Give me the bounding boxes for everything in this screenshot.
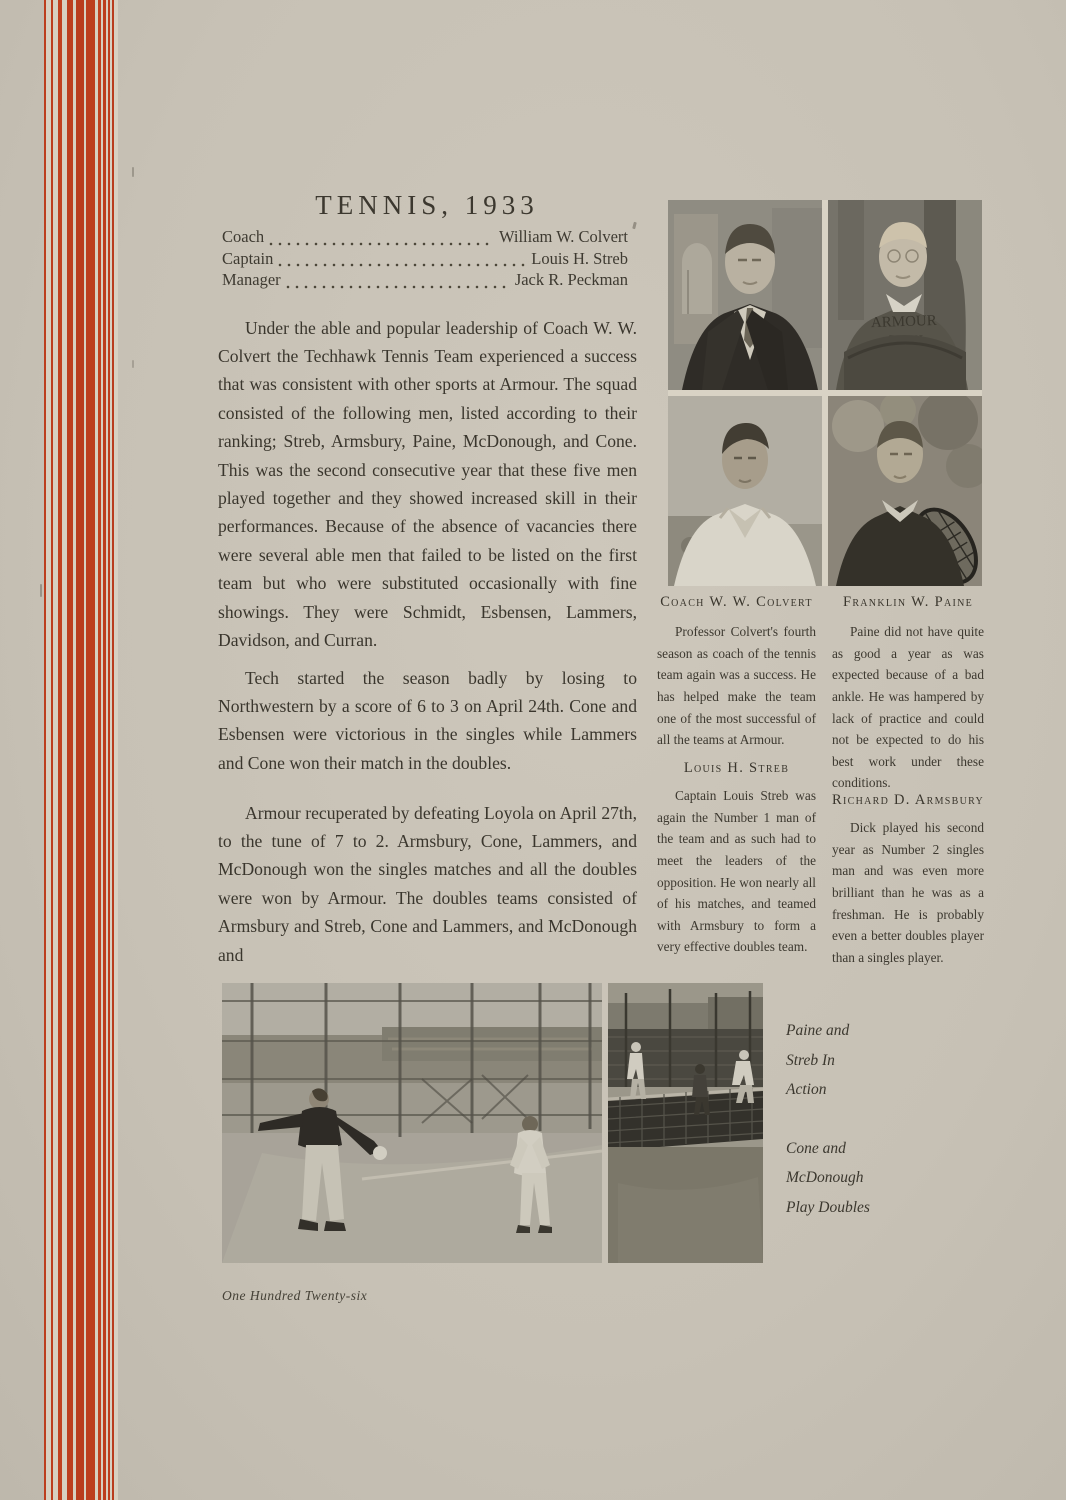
caption-line: Action xyxy=(786,1081,827,1098)
caption-franklin-paine: Franklin W. Paine xyxy=(842,594,974,610)
scan-speck xyxy=(40,584,42,597)
roster-name: William W. Colvert xyxy=(498,227,628,246)
binding-stripe-pattern xyxy=(44,0,118,1500)
action-photo-captions xyxy=(786,1022,870,1228)
scan-speck xyxy=(632,222,637,230)
dot-leader xyxy=(269,227,494,249)
portrait-louis-streb-image xyxy=(668,396,822,586)
article-paragraph-3: Armour recuperated by defeating Loyola on April 27th, to the tune of 7 to 2. Armsbury, Cone, Lammers, and McDonough won the singles matches and all the doubles were won by Armour. The doubles teams consisted of Armsbury and Streb, Cone and Lammers, and McDonough and xyxy=(218,802,637,965)
photo-portrait-franklin-paine xyxy=(828,200,982,390)
article-paragraph-1: Under the able and popular leadership of Coach W. W. Colvert the Techhawk Tennis Team experienced a success that was consistent with other sports at Armour. The squad consisted of the following men, listed according to their ranking; Streb, Armsbury, Paine, McDonough, and Cone. This was the second consecutive year that these five men played together and they showed increased skill in their performances. Because of the absence of vacancies there were several able men that failed to be listed on the first team but who were substituted occasionally with fine showings. They were Schmidt, Esbensen, Lammers, Davidson, and Curran. xyxy=(218,317,637,651)
caption-spacer xyxy=(786,1111,870,1140)
page-number: One Hundred Twenty-six xyxy=(222,1288,368,1303)
bio-richard-armsbury: Dick played his second year as Number 2 singles man and was even more brilliant than he was as a freshman. He is probably even a better doubles player than a singles player. xyxy=(832,820,984,965)
dot-leader xyxy=(278,249,526,271)
portrait-coach-colvert-image xyxy=(668,200,822,390)
photo-portrait-richard-armsbury xyxy=(828,396,982,586)
roster-label: Coach xyxy=(222,227,265,246)
photo-portrait-louis-streb xyxy=(668,396,822,586)
action-paine-streb-image xyxy=(222,983,602,1263)
caption-line: McDonough xyxy=(786,1169,864,1186)
roster-name: Louis H. Streb xyxy=(531,248,628,268)
roster-label: Captain xyxy=(222,248,274,268)
team-roster xyxy=(222,227,628,292)
heading-louis-streb: Louis H. Streb xyxy=(683,760,790,776)
photo-portrait-coach-colvert xyxy=(668,200,822,390)
article-paragraph-2: Tech started the season badly by losing to Northwestern by a score of 6 to 3 on April 24th. Cone and Esbensen were victorious in the singles while Lammers and Cone won their match in the doubles. xyxy=(218,667,637,773)
photo-action-doubles xyxy=(608,983,763,1263)
scan-speck xyxy=(132,360,134,368)
scan-speck xyxy=(132,167,134,177)
caption-line: Paine and xyxy=(786,1022,850,1039)
portrait-photo-grid xyxy=(668,200,982,586)
bio-coach-colvert: Professor Colvert's fourth season as coach of the tennis team again was a success. He has helped make the team one of the most successful of all the teams at Armour. xyxy=(657,624,816,748)
action-doubles-image xyxy=(608,983,763,1263)
portrait-richard-armsbury-image xyxy=(828,396,982,586)
bio-louis-streb: Captain Louis Streb was again the Number 1 man of the team and as such had to meet the leaders of the opposition. He won nearly all of his matches, and teamed with Armsbury to form a very effective doubles team. xyxy=(657,788,816,955)
caption-line: Cone and xyxy=(786,1139,846,1157)
dot-leader xyxy=(286,270,510,292)
roster-name: Jack R. Peckman xyxy=(514,270,628,289)
roster-row-manager xyxy=(222,270,628,292)
portrait-franklin-paine-image xyxy=(828,200,982,390)
roster-label: Manager xyxy=(222,270,281,289)
heading-richard-armsbury: Richard D. Armsbury xyxy=(832,792,985,808)
bio-franklin-paine: Paine did not have quite as good a year as was expected because of a bad ankle. He was hampered by lack of practice and could not be expected to do his best work under these conditions. xyxy=(832,624,984,791)
roster-row-coach xyxy=(222,227,628,249)
photo-action-paine-streb xyxy=(222,983,602,1263)
svg-text:ARMOUR: ARMOUR xyxy=(870,312,938,332)
caption-line: Play Doubles xyxy=(786,1198,870,1216)
page-title: TENNIS, 1933 xyxy=(315,190,539,220)
roster-row-captain xyxy=(222,249,628,271)
caption-coach-colvert: Coach W. W. Colvert xyxy=(660,594,813,610)
caption-line: Streb In xyxy=(786,1051,835,1069)
